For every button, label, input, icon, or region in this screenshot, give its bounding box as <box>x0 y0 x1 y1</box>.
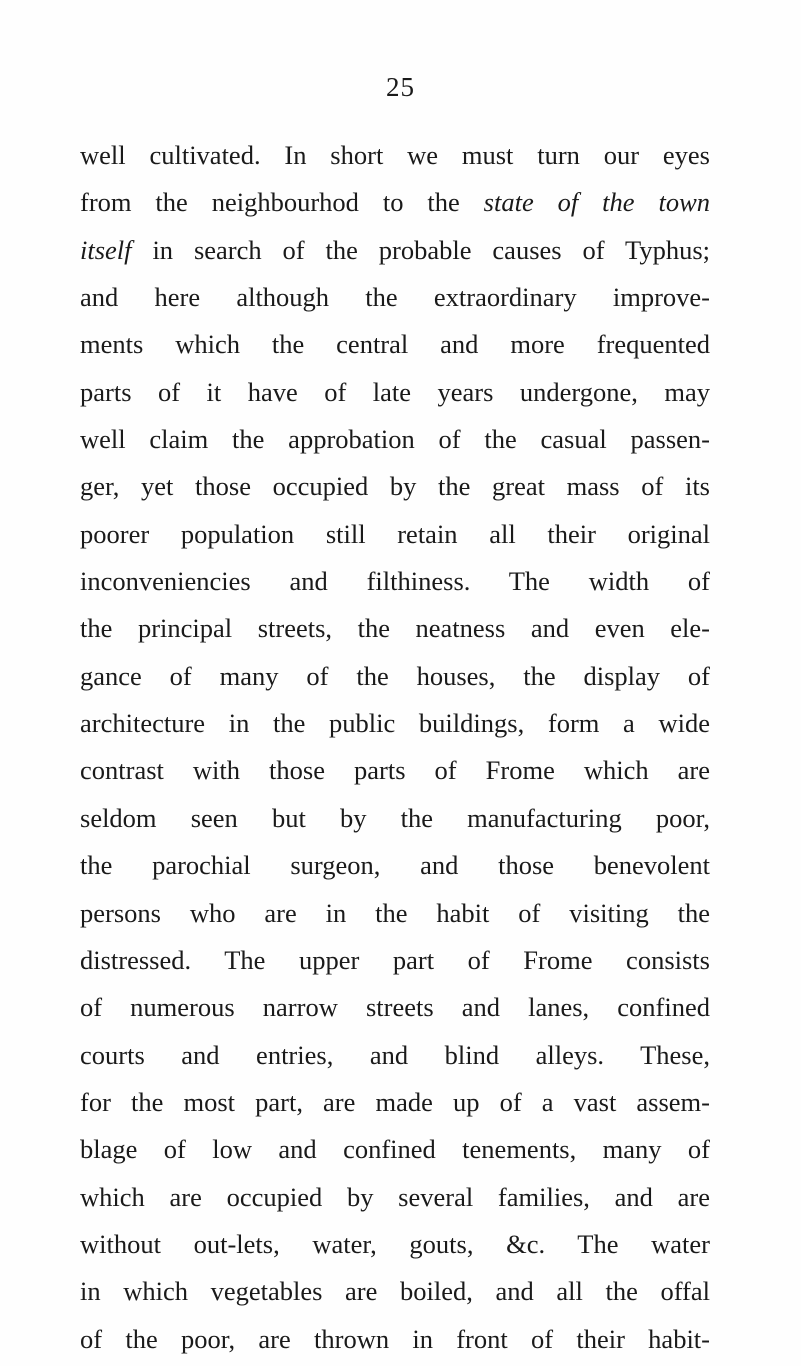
text-line <box>80 937 710 984</box>
text-segment: from the neighbourhod to the <box>80 187 484 218</box>
text-segment: courts and entries, and blind alleys. These, <box>80 1039 710 1070</box>
page-number: 25 <box>386 72 415 102</box>
text-segment: poorer population still retain all their original <box>80 518 710 549</box>
text-segment: gance of many of the houses, the display of <box>80 660 710 691</box>
text-line <box>80 179 710 226</box>
text-line <box>80 1268 710 1315</box>
text-segment: well claim the approbation of the casual passen- <box>80 424 710 455</box>
text-segment: blage of low and confined tenements, many of <box>80 1134 710 1165</box>
text-segment: parts of it have of late years undergone, may <box>80 376 710 407</box>
text-line <box>80 605 710 652</box>
text-line <box>80 747 710 794</box>
text-line <box>80 227 710 274</box>
text-line <box>80 274 710 321</box>
text-segment: the principal streets, the neatness and even ele- <box>80 613 710 644</box>
text-segment: distressed. The upper part of Frome consists <box>80 944 710 975</box>
text-segment: inconveniencies and filthiness. The width of <box>80 566 710 597</box>
text-line <box>80 890 710 937</box>
text-line <box>80 1079 710 1126</box>
text-segment: the parochial surgeon, and those benevolent <box>80 850 710 881</box>
italic-text-segment: itself <box>80 234 132 265</box>
text-segment: well cultivated. In short we must turn our eyes <box>80 140 710 170</box>
text-line <box>80 511 710 558</box>
text-line <box>80 558 710 605</box>
text-segment: contrast with those parts of Frome which are <box>80 755 710 786</box>
text-line <box>80 1221 710 1268</box>
text-segment: ments which the central and more frequented <box>80 329 710 360</box>
text-segment: persons who are in the habit of visiting the <box>80 897 710 928</box>
text-line <box>80 463 710 510</box>
text-line <box>80 1126 710 1173</box>
text-line <box>80 795 710 842</box>
text-line <box>80 984 710 1031</box>
text-segment: of numerous narrow streets and lanes, confined <box>80 992 710 1023</box>
text-segment: without out-lets, water, gouts, &c. The water <box>80 1228 710 1259</box>
text-line <box>80 416 710 463</box>
text-segment: for the most part, are made up of a vast assem- <box>80 1086 710 1117</box>
text-segment: ger, yet those occupied by the great mass of its <box>80 471 710 502</box>
text-line <box>80 1032 710 1079</box>
text-line <box>80 1316 710 1363</box>
text-line <box>80 700 710 747</box>
text-segment: architecture in the public buildings, form a wide <box>80 708 710 739</box>
text-line <box>80 1174 710 1221</box>
body-text <box>80 132 710 1363</box>
text-line <box>80 321 710 368</box>
text-segment: seldom seen but by the manufacturing poor, <box>80 802 710 833</box>
text-segment: of the poor, are thrown in front of their habit- <box>80 1323 710 1354</box>
text-segment: and here although the extraordinary improve- <box>80 282 710 313</box>
text-line <box>80 132 710 179</box>
text-line <box>80 842 710 889</box>
text-segment: in which vegetables are boiled, and all the offal <box>80 1276 710 1307</box>
italic-text-segment: state of the town <box>483 187 711 218</box>
text-segment: in search of the probable causes of Typhus; <box>131 234 710 265</box>
text-line <box>80 653 710 700</box>
text-line <box>80 369 710 416</box>
text-segment: which are occupied by several families, and are <box>80 1181 710 1212</box>
